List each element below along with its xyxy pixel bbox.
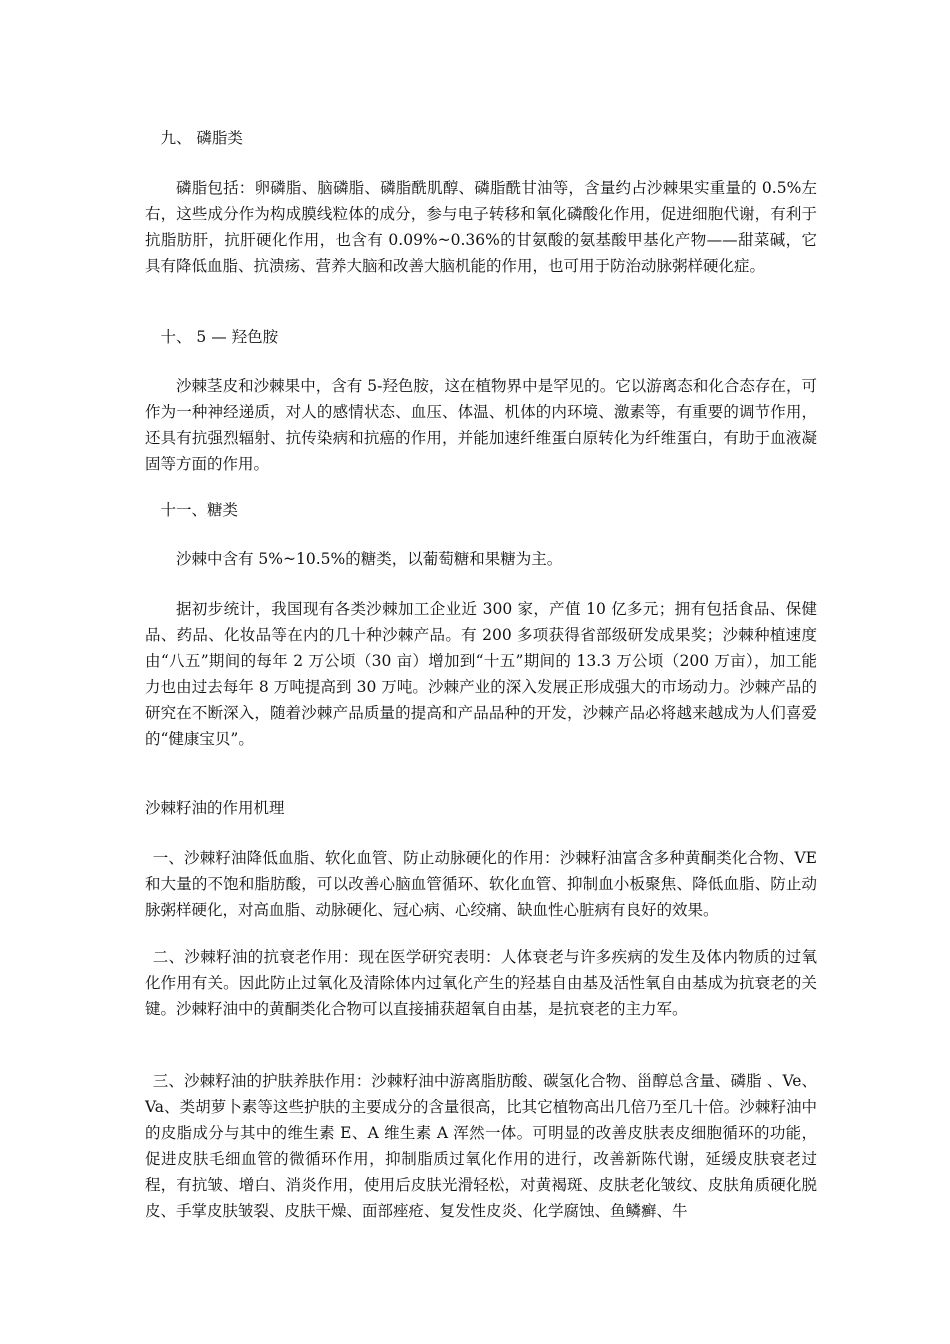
point-lower-blood-lipids: 一、沙棘籽油降低血脂、软化血管、防止动脉硬化的作用：沙棘籽油富含多种黄酮类化合物、VE 和大量的不饱和脂肪酸，可以改善心脑血管循环、软化血管、抑制血小板聚焦、降低血脂、防止动脉粥样硬化，对高血脂、动脉硬化、冠心病、心绞痛、缺血性心脏病有良好的效果。 — [145, 849, 817, 919]
section-title: 沙棘籽油的作用机理 — [145, 799, 285, 817]
paragraph-phospholipids: 磷脂包括：卵磷脂、脑磷脂、磷脂酰肌醇、磷脂酰甘油等，含量约占沙棘果实重量的 0.5%左右，这些成分作为构成膜线粒体的成分，参与电子转移和氧化磷酸化作用，促进细胞代谢，有利于抗脂肪肝，抗肝硬化作用，也含有 0.09%~0.36%的甘氨酸的氨基酸甲基化产物——甜菜碱，它具有降低血脂、抗溃疡、营养大脑和改善大脑机能的作用，也可用于防治动脉粥样硬化症。 — [145, 179, 817, 275]
paragraph-serotonin: 沙棘茎皮和沙棘果中，含有 5-羟色胺，这在植物界中是罕见的。它以游离态和化合态存在，可作为一种神经递质，对人的感情状态、血压、体温、机体的内环境、激素等，有重要的调节作用，还具有抗强烈辐射、抗传染病和抗癌的作用，并能加速纤维蛋白原转化为纤维蛋白，有助于血液凝固等方面的作用。 — [145, 377, 817, 473]
heading-serotonin: 十、 5 — 羟色胺 — [160, 328, 279, 346]
paragraph-sugars: 沙棘中含有 5%~10.5%的糖类，以葡萄糖和果糖为主。 — [176, 550, 563, 568]
point-skin-care: 三、沙棘籽油的护肤养肤作用：沙棘籽油中游离脂肪酸、碳氢化合物、甾醇总含量、磷脂 、Ve、Va、类胡萝卜素等这些护肤的主要成分的含量很高，比其它植物高出几倍乃至几十倍。沙棘籽油中的皮脂成分与其中的维生素 E、A 维生素 A 浑然一体。可明显的改善皮肤表皮细胞循环的功能，促进皮肤毛细血管的微循环作用，抑制脂质过氧化作用的进行，改善新陈代谢，延缓皮肤衰老过程，有抗皱、增白、消炎作用，使用后皮肤光滑轻松，对黄褐斑、皮肤老化皱纹、皮肤角质硬化脱皮、手掌皮肤皱裂、皮肤干燥、面部痤疮、复发性皮炎、化学腐蚀、鱼鳞癣、牛 — [145, 1072, 817, 1220]
heading-sugars: 十一、糖类 — [160, 501, 239, 519]
paragraph-industry-stats: 据初步统计，我国现有各类沙棘加工企业近 300 家，产值 10 亿多元；拥有包括食品、保健品、药品、化妆品等在内的几十种沙棘产品。有 200 多项获得省部级研发成果奖；沙棘种植速度由“八五”期间的每年 2 万公顷（30 亩）增加到“十五”期间的 13.3 万公顷（200 万亩），加工能力也由过去每年 8 万吨提高到 30 万吨。沙棘产业的深入发展正形成强大的市场动力。沙棘产品的研究在不断深入，随着沙棘产品质量的提高和产品品种的开发，沙棘产品必将越来越成为人们喜爱的“健康宝贝”。 — [145, 600, 817, 748]
point-anti-aging: 二、沙棘籽油的抗衰老作用：现在医学研究表明：人体衰老与许多疾病的发生及体内物质的过氧化作用有关。因此防止过氧化及清除体内过氧化产生的羟基自由基及活性氧自由基成为抗衰老的关键。沙棘籽油中的黄酮类化合物可以直接捕获超氧自由基，是抗衰老的主力军。 — [145, 948, 817, 1018]
heading-phospholipids: 九、 磷脂类 — [160, 129, 243, 147]
